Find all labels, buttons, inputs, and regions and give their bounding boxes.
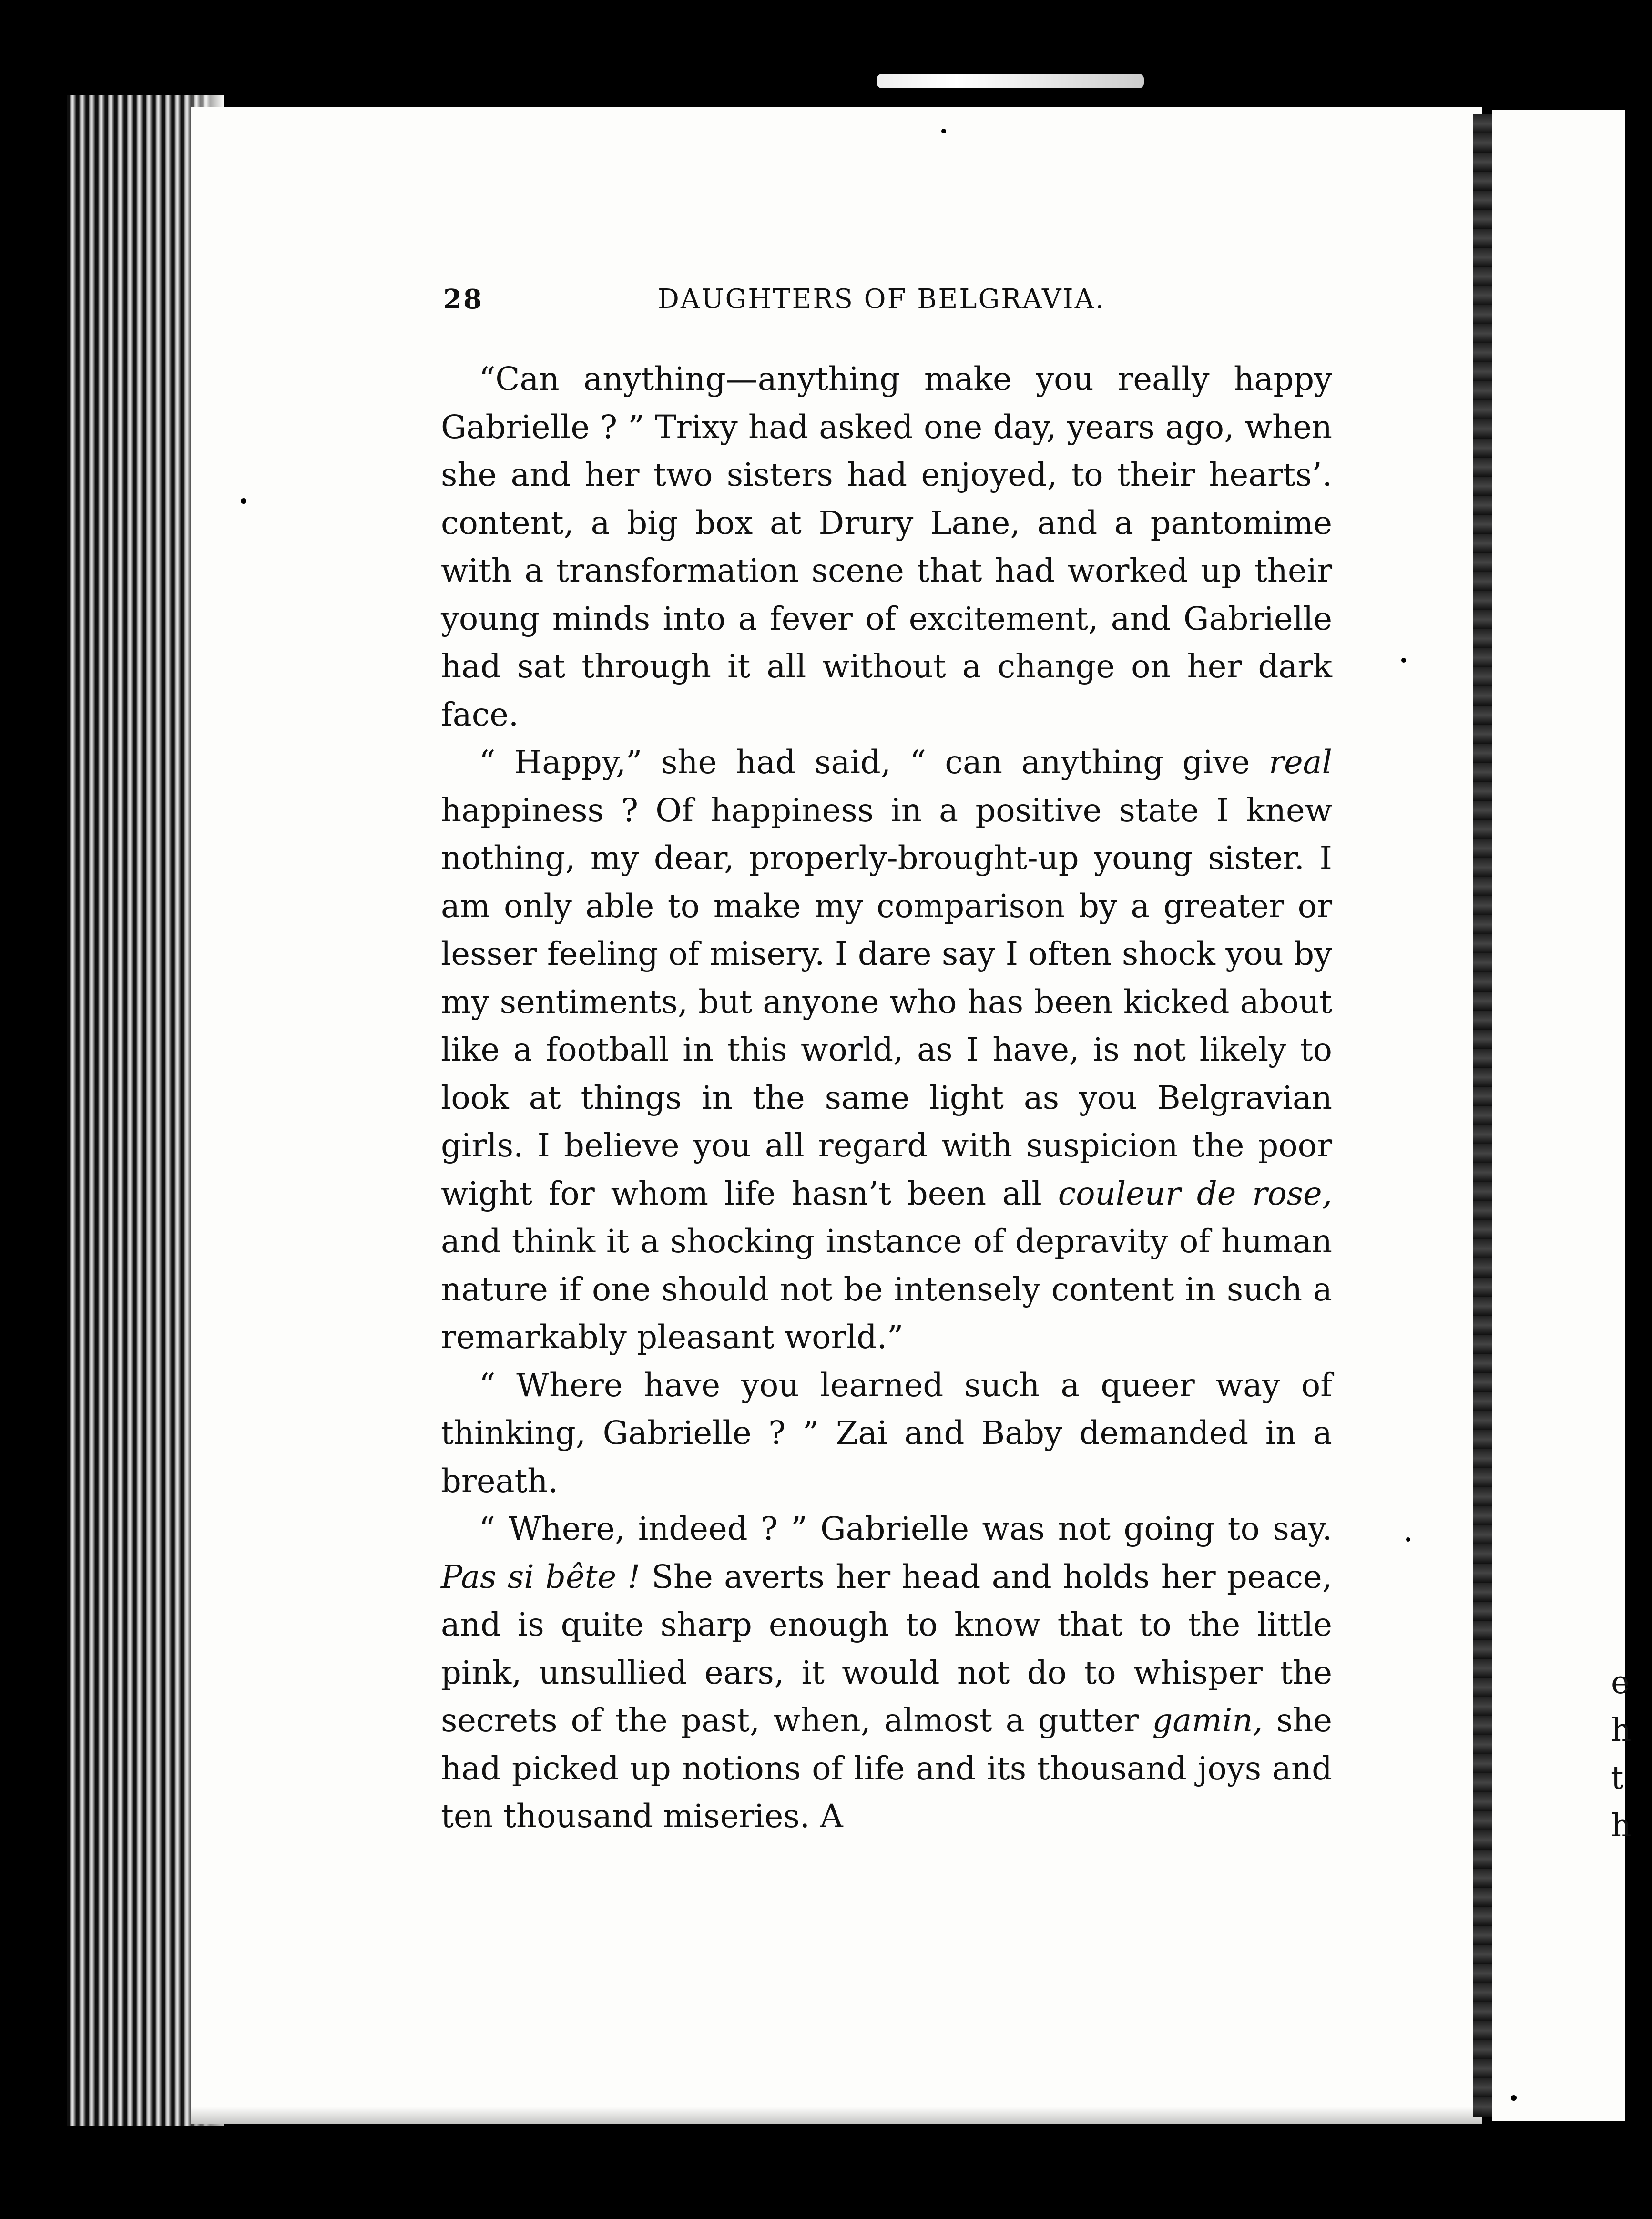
paragraph-2 xyxy=(441,738,1332,1361)
page-number: 28 xyxy=(443,284,483,315)
paragraph-2-text-a: “ Happy,” she had said, “ can anything give xyxy=(479,744,1269,781)
paragraph-2-italic-a: real xyxy=(1268,744,1332,781)
paragraph-4-text-c: she had picked up notions of life and its thousand joys and ten thousand miseries. A xyxy=(441,1702,1333,1835)
running-title: DAUGHTERS OF BELGRAVIA. xyxy=(658,284,1105,315)
ink-speck xyxy=(941,129,946,133)
paragraph-3 xyxy=(441,1361,1332,1505)
page-bottom-shadow xyxy=(191,2107,1482,2126)
facing-page xyxy=(1492,110,1625,2121)
paragraph-4-italic-a: Pas si bête ! xyxy=(441,1558,641,1595)
page-header xyxy=(443,284,1363,322)
ink-speck xyxy=(241,498,246,504)
paragraph-1-text: “Can anything—anything make you really happy Gabrielle ? ” Trixy had asked one day, years ago, when she and her two sisters had enjoyed, to their hearts’. content, a big box at Drury Lane, and a pantomime with a transformation scene that had worked up their young minds into a fever of excitement, and Gabrielle had sat through it all without a change on her dark face. xyxy=(441,360,1332,733)
paragraph-2-text-b: happiness ? Of happiness in a positive state I knew nothing, my dear, properly-brought-up young sister. I am only able to make my comparison by a greater or lesser feeling of misery. I dare say I often shock you by my sentiments, but anyone who has been kicked about like a football in this world, as I have, is not likely to look at things in the same light as you Belgravian girls. I believe you all regard with suspicion the poor wight for whom life hasn’t been all xyxy=(441,791,1332,1212)
book-top-edge xyxy=(877,74,1144,88)
paragraph-2-text-c: and think it a shocking instance of depravity of human nature if one should not be intensely content in such a remarkably pleasant world.” xyxy=(441,1223,1332,1356)
paragraph-2-italic-b: couleur de rose, xyxy=(1058,1175,1332,1212)
paragraph-4-text-a: “ Where, indeed ? ” Gabrielle was not going to say. xyxy=(479,1510,1332,1547)
paragraph-4 xyxy=(441,1505,1332,1841)
page-body xyxy=(441,355,1332,1841)
facing-letter: h xyxy=(1611,1807,1632,1844)
paragraph-4-text-b: She averts her head and holds her peace, and is quite sharp enough to know that to the little pink, unsullied ears, it would not do to whisper the secrets of the past, when, almost a gutter xyxy=(441,1558,1332,1739)
ink-speck xyxy=(1406,1537,1410,1542)
paragraph-3-text: “ Where have you learned such a queer way of thinking, Gabrielle ? ” Zai and Baby demanded in a breath. xyxy=(441,1366,1332,1500)
page-edge-fade xyxy=(181,95,224,2126)
book-gutter xyxy=(1473,114,1492,2117)
ink-speck xyxy=(1401,658,1406,663)
paragraph-4-italic-b: gamin, xyxy=(1152,1702,1263,1739)
facing-letter: h xyxy=(1611,1712,1632,1749)
facing-letter: e xyxy=(1611,1664,1630,1701)
facing-letter: t xyxy=(1611,1759,1624,1796)
paragraph-1 xyxy=(441,355,1332,738)
facing-page-fragments xyxy=(1611,1659,1632,1850)
ink-speck xyxy=(1511,2095,1517,2101)
